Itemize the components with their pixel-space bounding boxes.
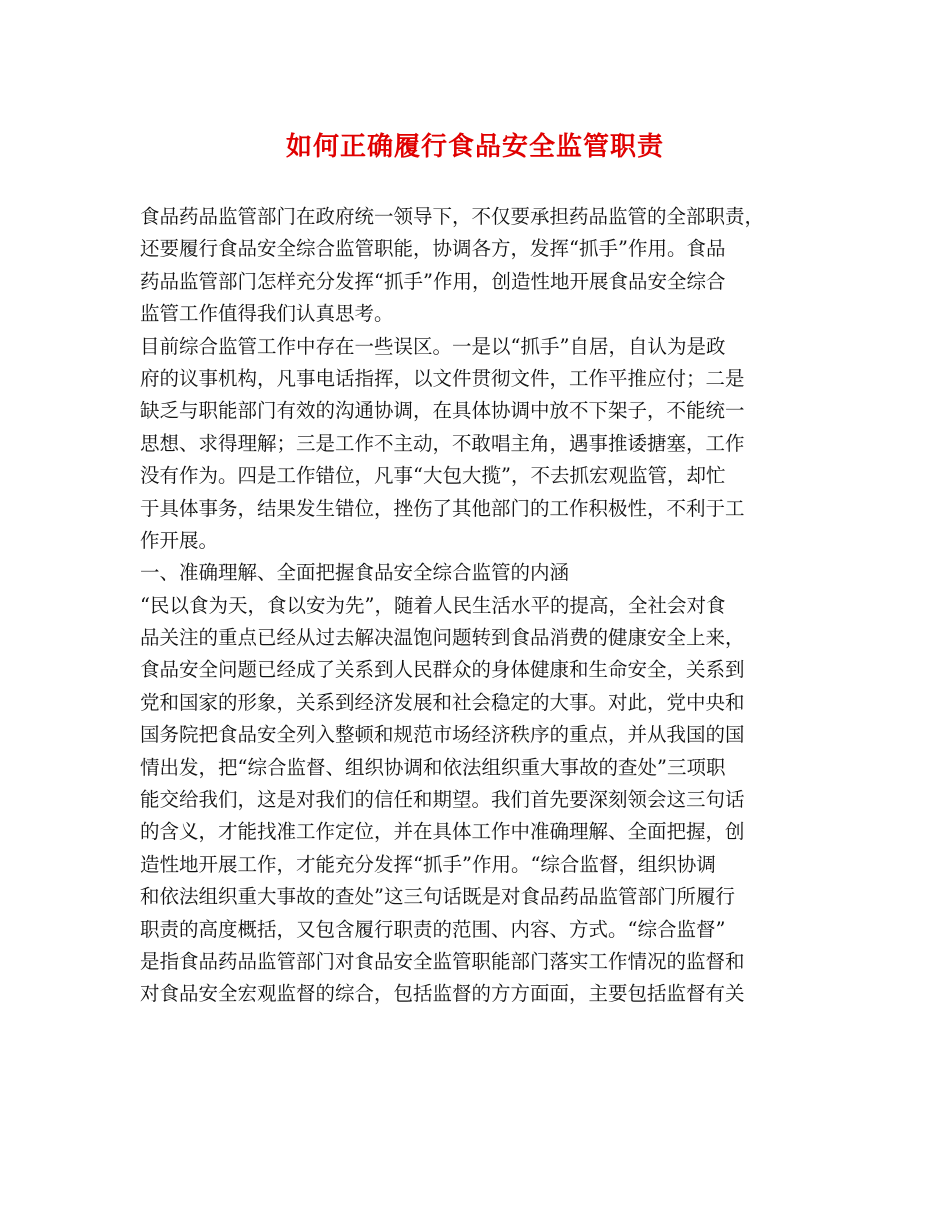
text-line: 目前综合监管工作中存在一些误区。一是以“抓手”自居，自认为是政 xyxy=(140,334,726,358)
text-line: 府的议事机构，凡事电话指挥，以文件贯彻文件，工作平推应付；二是 xyxy=(140,366,745,390)
text-line: 造性地开展工作，才能充分发挥“抓手”作用。“综合监督，组织协调 xyxy=(140,852,716,876)
document-title: 如何正确履行食品安全监管职责 xyxy=(285,132,664,162)
text-line: 情出发，把“综合监督、组织协调和依法组织重大事故的查处”三项职 xyxy=(140,755,726,779)
text-line: 国务院把食品安全列入整顿和规范市场经济秩序的重点，并从我国的国 xyxy=(140,723,745,747)
text-line: 药品监管部门怎样充分发挥“抓手”作用，创造性地开展食品安全综合 xyxy=(140,269,726,293)
text-line: 职责的高度概括，又包含履行职责的范围、内容、方式。“综合监督” xyxy=(140,917,726,941)
text-line: 还要履行食品安全综合监管职能，协调各方，发挥“抓手”作用。食品 xyxy=(140,237,726,261)
text-line: 的含义，才能找准工作定位，并在具体工作中准确理解、全面把握，创 xyxy=(140,820,745,844)
text-line: 食品安全问题已经成了关系到人民群众的身体健康和生命安全，关系到 xyxy=(140,658,745,682)
text-line: 品关注的重点已经从过去解决温饱问题转到食品消费的健康安全上来， xyxy=(140,626,745,650)
text-line: 党和国家的形象，关系到经济发展和社会稳定的大事。对此，党中央和 xyxy=(140,690,745,714)
text-line: 于具体事务，结果发生错位，挫伤了其他部门的工作积极性，不利于工 xyxy=(140,496,745,520)
text-line: 对食品安全宏观监督的综合，包括监督的方方面面，主要包括监督有关 xyxy=(140,982,745,1006)
text-line: 没有作为。四是工作错位，凡事“大包大揽”，不去抓宏观监管，却忙 xyxy=(140,464,726,488)
text-line: 缺乏与职能部门有效的沟通协调，在具体协调中放不下架子，不能统一 xyxy=(140,399,745,423)
text-line: 是指食品药品监管部门对食品安全监管职能部门落实工作情况的监督和 xyxy=(140,949,745,973)
text-line: 能交给我们，这是对我们的信任和期望。我们首先要深刻领会这三句话 xyxy=(140,788,745,812)
text-line: 思想、求得理解；三是工作不主动，不敢唱主角，遇事推诿搪塞，工作 xyxy=(140,431,745,455)
text-line: “民以食为天，食以安为先”，随着人民生活水平的提高，全社会对食 xyxy=(140,593,726,617)
section-heading: 一、准确理解、全面把握食品安全综合监管的内涵 xyxy=(140,561,570,585)
text-line: 和依法组织重大事故的查处”这三句话既是对食品药品监管部门所履行 xyxy=(140,885,735,909)
text-line: 食品药品监管部门在政府统一领导下，不仅要承担药品监管的全部职责， xyxy=(140,205,765,228)
text-line: 监管工作值得我们认真思考。 xyxy=(140,302,394,326)
document-body xyxy=(140,201,820,1011)
text-line: 作开展。 xyxy=(140,528,219,552)
